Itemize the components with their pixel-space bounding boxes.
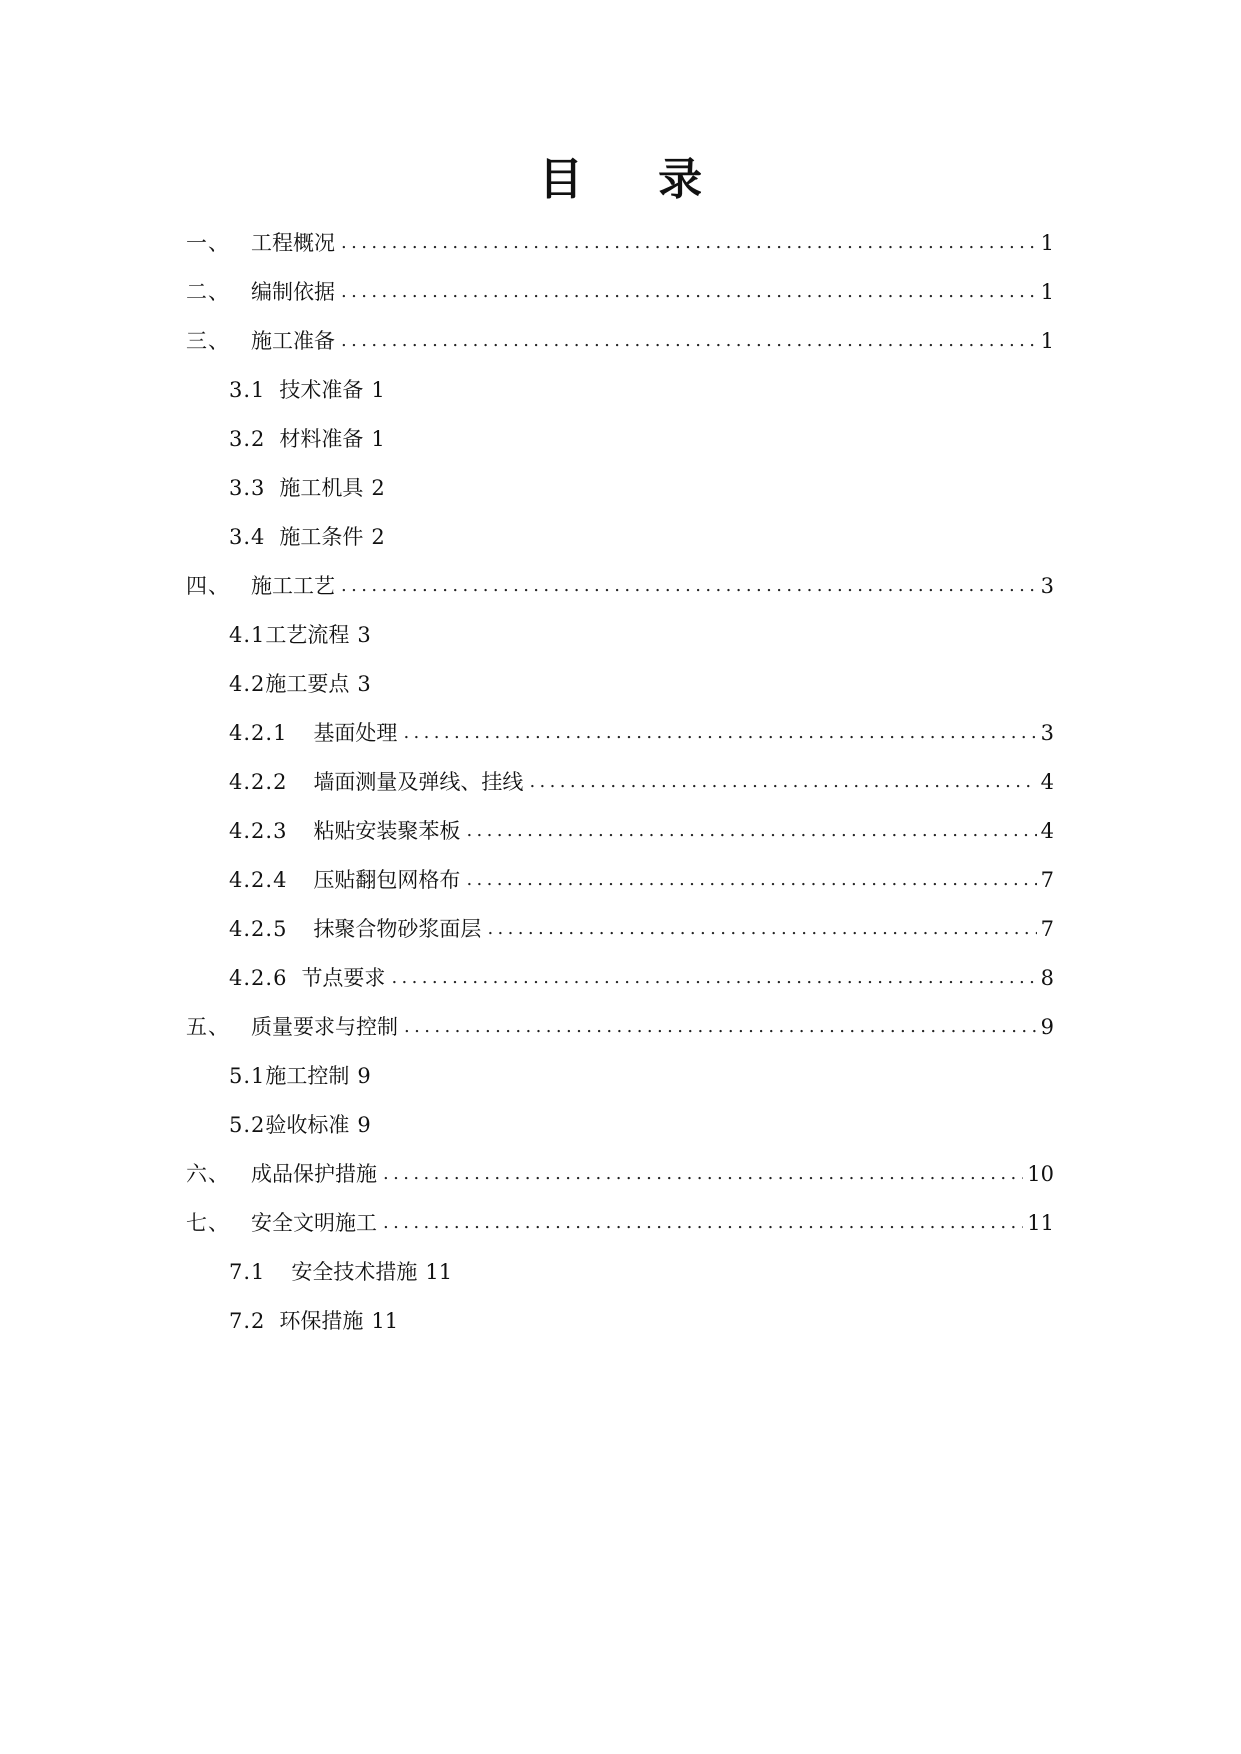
toc-subentry-page: 2 <box>371 524 385 549</box>
dot-leader <box>466 865 1036 895</box>
toc-subentry[interactable] <box>186 904 1054 953</box>
toc-subentry[interactable] <box>186 512 1054 561</box>
toc-subentry-title: 施工机具 <box>279 475 364 500</box>
toc-subentry-page: 3 <box>1040 720 1054 745</box>
dot-leader <box>383 1208 1023 1238</box>
toc-subentry-page: 7 <box>1040 867 1054 892</box>
dot-leader <box>529 767 1036 797</box>
toc-subentry-page: 9 <box>357 1063 371 1088</box>
toc-subentry-number: 3.2 <box>229 426 266 451</box>
toc-entry-page: 10 <box>1027 1161 1054 1186</box>
toc-entry-title: 安全文明施工 <box>251 1210 377 1235</box>
toc-subentry-page: 3 <box>357 622 371 647</box>
toc-subentry-number: 3.4 <box>229 524 266 549</box>
dot-leader <box>391 963 1036 993</box>
toc-subentry-title: 材料准备 <box>279 426 364 451</box>
dot-leader <box>487 914 1036 944</box>
toc-subentry-title: 施工条件 <box>279 524 364 549</box>
toc-entry-title: 施工工艺 <box>251 573 335 598</box>
toc-subentry-number: 4.2.6 <box>229 965 288 990</box>
toc-subentry[interactable] <box>186 659 1054 708</box>
dot-leader <box>341 571 1037 601</box>
toc-subentry-number: 4.1 <box>229 622 266 647</box>
toc-subentry-title: 验收标准 <box>265 1112 350 1137</box>
toc-subentry-title: 抹聚合物砂浆面层 <box>313 916 482 941</box>
toc-subentry-page: 11 <box>371 1308 399 1333</box>
toc-subentry-number: 3.3 <box>229 475 266 500</box>
toc-subentry-number: 3.1 <box>229 377 266 402</box>
toc-entry-page: 1 <box>1040 230 1054 255</box>
toc-subentry-number: 5.2 <box>229 1112 266 1137</box>
toc-entry-page: 3 <box>1040 573 1054 598</box>
dot-leader <box>341 228 1037 258</box>
dot-leader <box>341 277 1037 307</box>
toc-entry-page: 1 <box>1040 328 1054 353</box>
toc-subentry-title: 环保措施 <box>279 1308 364 1333</box>
toc-entry-number: 七、 <box>186 1210 230 1235</box>
toc-entry[interactable] <box>186 1198 1054 1247</box>
toc-entry-page: 9 <box>1040 1014 1054 1039</box>
toc-subentry-page: 7 <box>1040 916 1054 941</box>
toc-subentry-page: 4 <box>1040 769 1054 794</box>
toc-entry-page: 11 <box>1027 1210 1054 1235</box>
toc-entry-page: 1 <box>1040 279 1054 304</box>
dot-leader <box>383 1159 1023 1189</box>
toc-subentry-number: 4.2.2 <box>229 769 288 794</box>
toc-subentry-title: 基面处理 <box>313 720 398 745</box>
toc-subentry-title: 压贴翻包网格布 <box>313 867 461 892</box>
toc-entry-number: 三、 <box>186 328 230 353</box>
toc-subentry[interactable] <box>186 610 1054 659</box>
toc-subentry[interactable] <box>186 365 1054 414</box>
toc-subentry-title: 安全技术措施 <box>291 1259 418 1284</box>
toc-subentry-number: 4.2.3 <box>229 818 288 843</box>
toc-entry[interactable] <box>186 218 1054 267</box>
toc-subentry-title: 施工控制 <box>265 1063 350 1088</box>
toc-entry-title: 工程概况 <box>251 230 335 255</box>
dot-leader <box>403 718 1036 748</box>
toc-subentry[interactable] <box>186 855 1054 904</box>
toc-title: 目 录 <box>538 154 733 205</box>
toc-subentry-number: 4.2 <box>229 671 266 696</box>
dot-leader <box>466 816 1036 846</box>
toc-entry-number: 四、 <box>186 573 230 598</box>
toc-subentry[interactable] <box>186 1100 1054 1149</box>
toc-entry[interactable] <box>186 561 1054 610</box>
toc-subentry[interactable] <box>186 757 1054 806</box>
toc-subentry-page: 2 <box>371 475 385 500</box>
toc-subentry[interactable] <box>186 953 1054 1002</box>
toc-entry-number: 一、 <box>186 230 230 255</box>
toc-subentry[interactable] <box>186 708 1054 757</box>
toc-entry[interactable] <box>186 1002 1054 1051</box>
toc-subentry-page: 1 <box>371 377 385 402</box>
toc-subentry-title: 施工要点 <box>265 671 350 696</box>
toc-subentry-number: 5.1 <box>229 1063 266 1088</box>
toc-subentry[interactable] <box>186 1051 1054 1100</box>
toc-subentry-title: 节点要求 <box>301 965 386 990</box>
toc-entry-title: 编制依据 <box>251 279 335 304</box>
toc-subentry-title: 墙面测量及弹线、挂线 <box>313 769 524 794</box>
toc-subentry-number: 4.2.1 <box>229 720 288 745</box>
toc-subentry-page: 9 <box>357 1112 371 1137</box>
toc-entry[interactable] <box>186 1149 1054 1198</box>
toc-subentry[interactable] <box>186 1296 1054 1345</box>
toc-subentry[interactable] <box>186 463 1054 512</box>
toc-entry-number: 二、 <box>186 279 230 304</box>
toc-subentry[interactable] <box>186 1247 1054 1296</box>
toc-entry[interactable] <box>186 316 1054 365</box>
toc-list <box>186 218 1054 1345</box>
toc-subentry[interactable] <box>186 806 1054 855</box>
toc-entry-title: 施工准备 <box>251 328 335 353</box>
dot-leader <box>404 1012 1037 1042</box>
toc-subentry-number: 4.2.5 <box>229 916 288 941</box>
toc-subentry-number: 4.2.4 <box>229 867 288 892</box>
toc-subentry-title: 粘贴安装聚苯板 <box>313 818 461 843</box>
toc-subentry-page: 3 <box>357 671 371 696</box>
toc-subentry-title: 工艺流程 <box>265 622 350 647</box>
dot-leader <box>341 326 1037 356</box>
toc-entry-number: 六、 <box>186 1161 230 1186</box>
toc-subentry-title: 技术准备 <box>279 377 364 402</box>
toc-entry-number: 五、 <box>186 1014 230 1039</box>
toc-entry[interactable] <box>186 267 1054 316</box>
toc-subentry-number: 7.2 <box>229 1308 266 1333</box>
toc-entry-title: 质量要求与控制 <box>251 1014 398 1039</box>
toc-entry-title: 成品保护措施 <box>251 1161 377 1186</box>
toc-subentry-number: 7.1 <box>229 1259 266 1284</box>
toc-subentry-page: 8 <box>1040 965 1054 990</box>
toc-subentry[interactable] <box>186 414 1054 463</box>
toc-subentry-page: 4 <box>1040 818 1054 843</box>
toc-subentry-page: 1 <box>371 426 385 451</box>
toc-subentry-page: 11 <box>425 1259 453 1284</box>
